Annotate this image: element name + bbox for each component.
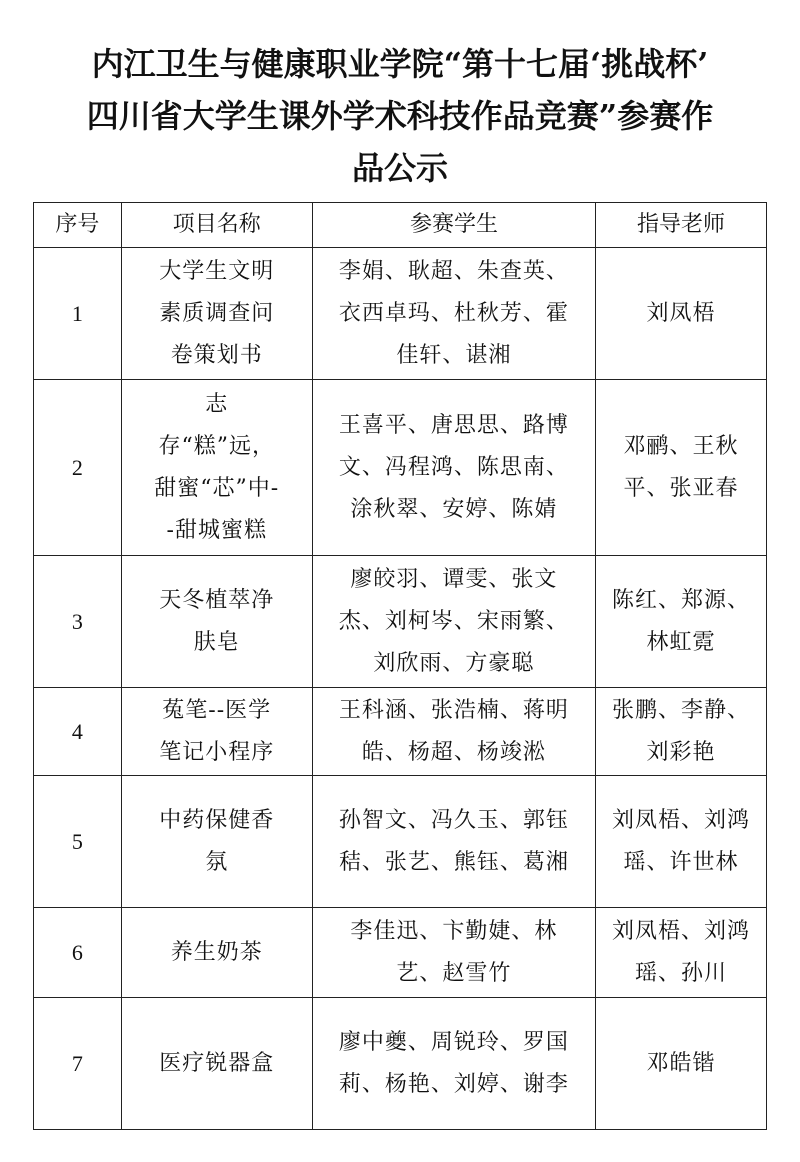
project-name-text: 菟笔--医学笔记小程序 [159,697,275,765]
row-no: 6 [34,908,122,998]
row-students [312,688,595,776]
row-students [312,776,595,908]
row-no: 2 [34,380,122,556]
header-advisors: 指导老师 [596,203,767,248]
students-text: 王喜平、唐思思、路博文、冯程鸿、陈思南、涂秋翠、安婷、陈婧 [338,412,569,522]
row-advisors [596,248,767,380]
row-advisors [596,688,767,776]
header-no: 序号 [34,203,122,248]
row-project-name [121,248,312,380]
advisors-text: 邓鹂、王秋平、张亚春 [623,433,739,501]
students-text: 李娟、耿超、朱查英、衣西卓玛、杜秋芳、霍佳轩、谌湘 [338,258,569,368]
row-project-name [121,776,312,908]
row-advisors [596,908,767,998]
project-name-text: 养生奶茶 [170,939,263,965]
entries-table [33,202,767,1130]
table-row [34,556,767,688]
table-row [34,380,767,556]
project-name-text: 志存“糕”远，甜蜜“芯”中--甜城蜜糕 [154,391,280,543]
row-advisors [596,776,767,908]
row-advisors [596,380,767,556]
students-text: 廖皎羽、谭雯、张文杰、刘柯岑、宋雨繁、刘欣雨、方豪聪 [338,566,569,676]
row-project-name [121,908,312,998]
students-text: 廖中夔、周锐玲、罗国莉、杨艳、刘婷、谢李 [338,1029,569,1097]
document-title [30,38,770,194]
advisors-text: 刘凤梧、刘鸿瑶、许世林 [612,807,751,875]
table-row [34,776,767,908]
row-no: 7 [34,998,122,1130]
row-project-name [121,556,312,688]
row-students [312,380,595,556]
row-students [312,248,595,380]
table-row [34,248,767,380]
project-name-text: 大学生文明素质调查问卷策划书 [159,258,275,368]
row-advisors [596,998,767,1130]
row-students [312,908,595,998]
table-header-row [34,203,767,248]
row-no: 3 [34,556,122,688]
header-project-name: 项目名称 [121,203,312,248]
row-project-name [121,688,312,776]
students-text: 王科涵、张浩楠、蒋明皓、杨超、杨竣淞 [338,697,569,765]
table-row [34,908,767,998]
row-students [312,998,595,1130]
row-no: 5 [34,776,122,908]
project-name-text: 中药保健香氛 [159,807,275,875]
title-line-1: 内江卫生与健康职业学院“第十七届‘挑战杯’ [91,45,709,83]
table-row [34,998,767,1130]
project-name-text: 医疗锐器盒 [159,1050,275,1076]
advisors-text: 刘凤梧、刘鸿瑶、孙川 [612,918,751,986]
title-line-3: 品公示 [351,149,448,187]
row-advisors [596,556,767,688]
table-row [34,688,767,776]
row-no: 4 [34,688,122,776]
project-name-text: 天冬植萃净肤皂 [159,587,275,655]
students-text: 孙智文、冯久玉、郭钰秸、张艺、熊钰、葛湘 [338,807,569,875]
row-project-name [121,998,312,1130]
row-project-name [121,380,312,556]
advisors-text: 陈红、郑源、林虹霓 [612,587,751,655]
advisors-text: 刘凤梧 [646,300,716,326]
row-students [312,556,595,688]
title-line-2: 四川省大学生课外学术科技作品竞赛”参赛作 [86,97,714,135]
header-students: 参赛学生 [312,203,595,248]
row-no: 1 [34,248,122,380]
advisors-text: 张鹏、李静、刘彩艳 [612,697,751,765]
students-text: 李佳迅、卞勤婕、林艺、赵雪竹 [350,918,558,986]
advisors-text: 邓皓锴 [646,1050,716,1076]
